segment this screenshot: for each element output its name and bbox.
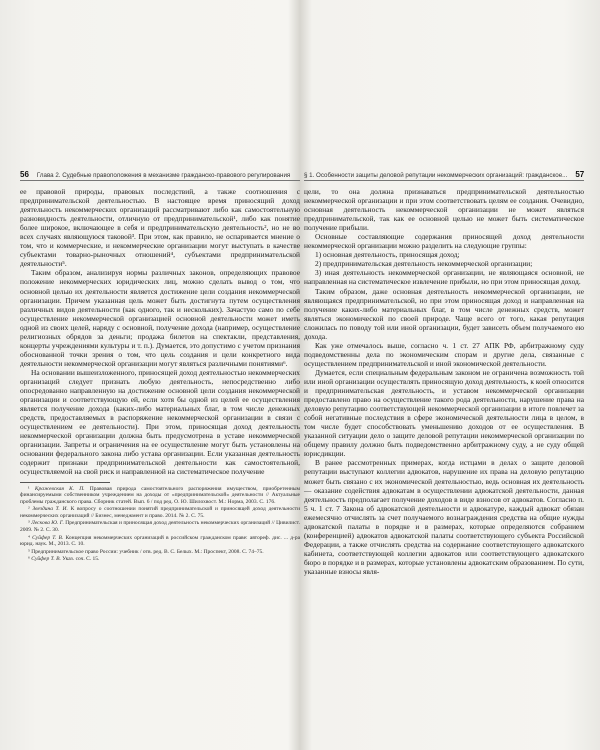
footnote-6: ⁶ Суйфер Т. В. Указ. соч. С. 15. (28, 556, 100, 563)
left-footnotes (20, 486, 300, 564)
left-paragraph-1: ее правовой природы, правовых последствий, а также соотношения с предпринимательской деятельностью. В настоящее время приносящий доход деятельность некоммерческих организаций рассматривают либо как самостоятельную разновидность деятельности, отличную от предпринимательской¹, либо как понятие более широкое, включающее в себя и предпринимательскую деятельность², но не во всех случаях являющуюся таковой³. При этом, как правило, не оспаривается мнение о том, что и коммерческие, и некоммерческие организации могут выступать в качестве субъектами товарно-рыночных отношений⁴, субъектами предпринимательской деятельности⁵. (20, 187, 300, 269)
right-intro-paragraph: цели, то она должна признаваться предпринимательской деятельностью некоммерческой организации и при этом соответствовать целям ее создания. Очевидно, основная деятельность некоммерческой организации не может являться предпринимательской, так как ее основной целью не может быть систематическое получение прибыли. (304, 187, 584, 233)
right-paragraph-1: Таким образом, даже основная деятельность некоммерческой организации, не являющаяся предпринимательской, но при этом приносящая доход и направленная на получение каких-либо материальных благ, в том числе денежных средств, может являться экономической по своей природе. Чаще всего от того, какая репутация сложилась по поводу той или иной организации, будет зависеть объем получаемого ею дохода. (304, 286, 584, 341)
footnote-divider (20, 482, 110, 483)
group-item-1: 1) основная деятельность, приносящая доход; (315, 250, 460, 260)
left-paragraph-3: На основании вышеизложенного, приносящей доход деятельностью некоммерческих организаций следует признать любую деятельность, непосредственно либо опосредованно направленную на достижение основной цели создания некоммерческой организации и соответствующую ей, если хотя бы одной из целей ее осуществления является получение дохода (каких-либо материальных благ, в том числе денежных средств, предоставляемых в распоряжение некоммерческой организации в связи с осуществлением ее деятельности). При этом, приносящая доход деятельность некоммерческой организации должна быть предусмотрена в уставе некоммерческой организации. Запреты и ограничения на ее осуществление могут быть установлены на основании федерального закона либо устава организации. Если указанная деятельность содержит признаки предпринимательской деятельности как самостоятельной, осуществляемой на свой риск и направленной на систематическое получение (20, 367, 300, 477)
right-paragraph-2: Как уже отмечалось выше, согласно ч. 1 ст. 27 АПК РФ, арбитражному суду подведомственны дела по экономическим спорам и другие дела, связанные с осуществлением предпринимательской и иной экономической деятельности. (304, 340, 584, 368)
right-page (304, 168, 584, 576)
right-page-number: 57 (575, 170, 584, 179)
group-item-3: 3) иная деятельность некоммерческой организации, не являющаяся основной, не направленная на систематическое извлечение прибыли, но при этом приносящая доход. (304, 268, 584, 287)
footnote-4: ⁴ Суйфер Т. В. Концепция некоммерческих организаций в российском гражданском праве: автореф. дис. ... д-ра юрид. наук. М., 2013. С. 10. (20, 534, 301, 548)
right-page-header (304, 168, 584, 181)
right-paragraph-3: Думается, если специальным федеральным законом не ограничена возможность той или иной организации осуществлять приносящую доход деятельность, к коей относится и предпринимательская деятельность, и уставом некоммерческой организации предоставлено право на осуществление такого рода деятельности, нарушение права на деловую репутацию соответствующей некоммерческой организации в итоге повлечет за собой негативные последствия в сфере экономической деятельности лица в целом, в том числе будет способствовать уменьшению доходов от ее осуществления. В указанной ситуации дело о защите деловой репутации некоммерческой организации по общему правилу должно быть подведомственно арбитражному суду, а не суду общей юрисдикции. (304, 367, 584, 459)
right-running-head: § 1. Особенности защиты деловой репутации некоммерческих организаций: гражданское... (304, 172, 568, 179)
groups-lead-paragraph: Основные составляющие содержания приносящей доход деятельности некоммерческой организации можно разделить на следующие группы: (304, 232, 584, 251)
left-page-header (20, 168, 300, 181)
left-page (20, 168, 300, 564)
group-item-2: 2) предпринимательская деятельность некоммерческой организации; (315, 259, 533, 269)
right-paragraph-4: В ранее рассмотренных примерах, когда истцами в делах о защите деловой репутации выступают коллегии адвокатов, нарушение их права на деловую репутацию может быть связано с их экономической деятельностью, ведь основная их деятельность — оказание содействия адвокатам в осуществлении адвокатской деятельности, данная деятельность предполагает получение доходов в виде взносов от адвокатов. Согласно п. 5 ч. 1 ст. 7 Закона об адвокатской деятельности и адвокатуре, каждый адвокат обязан ежемесячно отчислять за счет получаемого вознаграждения средства на общие нужды адвокатской палаты в порядке и в размерах, которые определяются собранием (конференцией) адвокатов адвокатской палаты соответствующего субъекта Российской Федерации, а также отчислять средства на содержание соответствующего адвокатского кабинета, соответствующей коллегии адвокатов или соответствующего адвокатского бюро в порядке и в размерах, которые установлены адвокатским образованием. По сути, указанные взносы явля- (304, 458, 584, 576)
footnote-1: ¹ Кражевская К. П. Правовая природа самостоятельного распоряжения имуществом, приобретенным финансируемыми собственником учреждением на доходы от «предпринимательской» деятельности // Актуальные проблемы гражданского права. Сборник статей. Вып. 6 / под ред. О. Ю. Шилохвост. М.: Норма, 2003. С. 176. (20, 485, 301, 505)
left-running-head: Глава 2. Судебные правоположения в механизме гражданско-правового регулирования (36, 172, 291, 179)
left-page-number: 56 (20, 170, 29, 179)
footnote-2: ² Звездина Т. И. К вопросу о соотношении понятий предпринимательской и приносящей доход деятельности некоммерческих организаций // Бизнес, менеджмент и право. 2014. № 2. С. 75. (20, 506, 301, 519)
left-page-body (20, 187, 300, 477)
footnote-5: ⁵ Предпринимательское право России: учебник / отв. ред. В. С. Белых. М.: Проспект, 2008. С. 74–75. (28, 548, 264, 555)
footnote-3: ³ Лескова Ю. Г. Предпринимательская и приносящая доход деятельность некоммерческих организаций // Цивилист. 2009. № 2. С. 30. (20, 520, 301, 534)
right-page-body (304, 187, 584, 576)
left-paragraph-2: Таким образом, анализируя нормы различных законов, определяющих правовое положение некоммерческих юридических лиц, можно сделать вывод о том, что основной целью их деятельности является достижение цели создания некоммерческой организации. Причем указанная цель может быть достигнута путем осуществления различных видов деятельности (как одного, так и нескольких). Зачастую само по себе осуществление некоммерческой организацией основной деятельности может иметь одной из своих целей, наряду с основной, получение дохода (например, осуществление религиозных обрядов за деньги; продажа билетов на спектакли, представления, концерты учреждениями культуры и т. п.). Думается, это допустимо с учетом признания обоснованной точки зрения о том, что цель создания и цели конкретного вида деятельности некоммерческой организации могут являться различными понятиями⁶. (20, 268, 300, 368)
groups-list (304, 250, 584, 286)
